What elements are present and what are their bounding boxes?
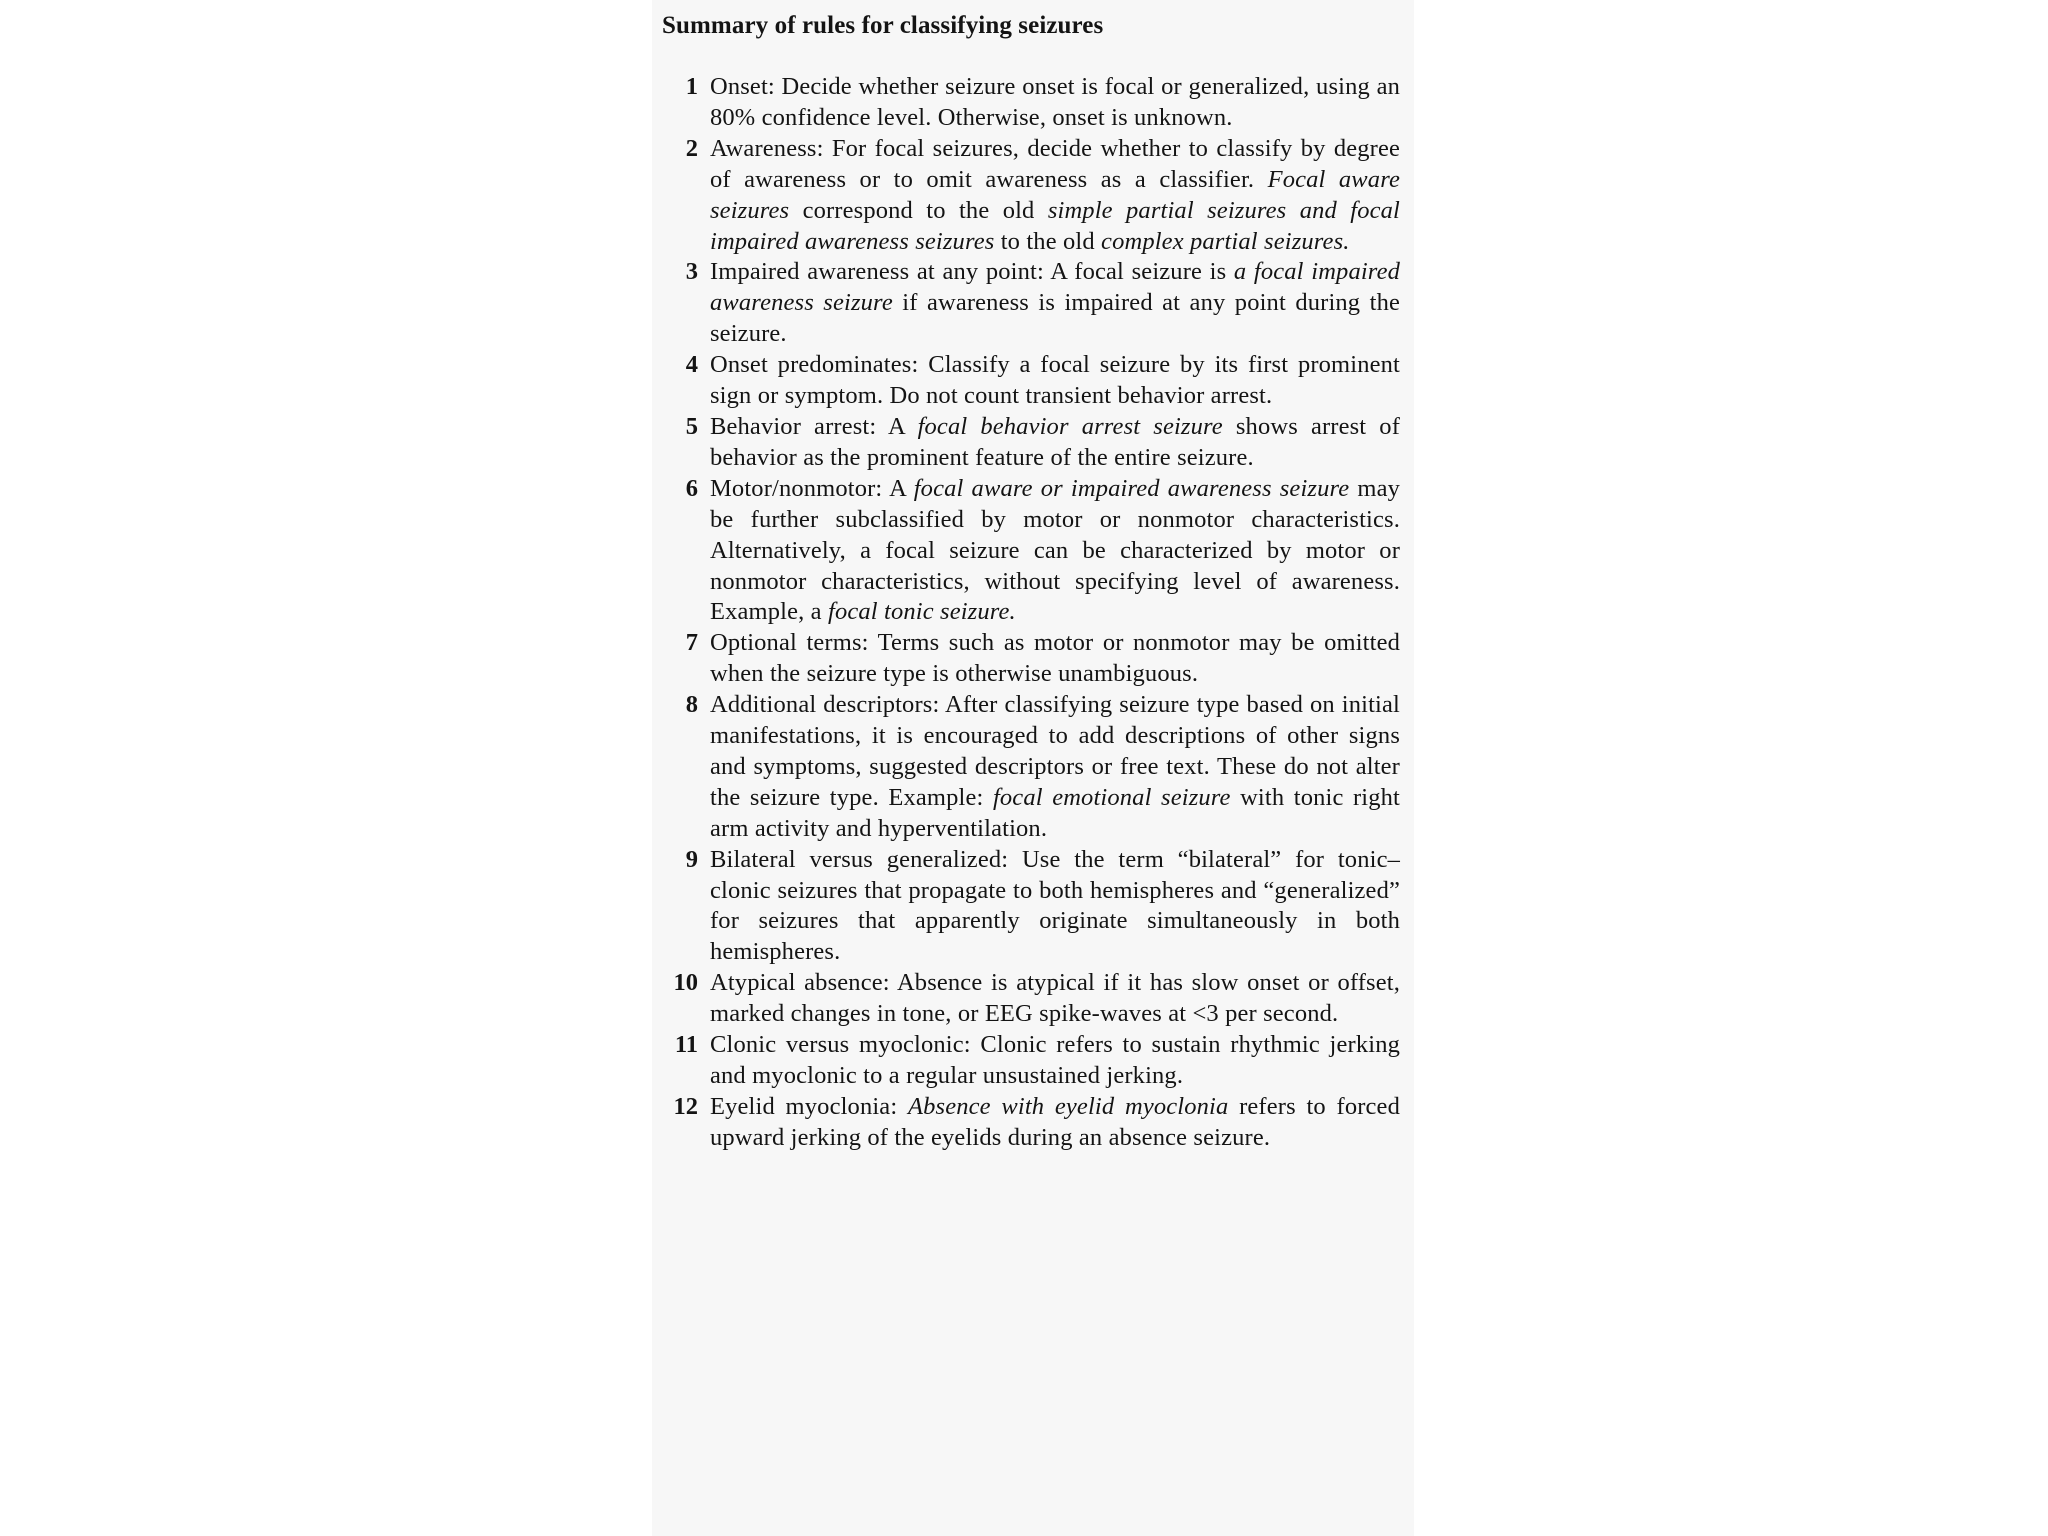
rule-number: 10 — [673, 969, 698, 997]
rule-text — [710, 134, 1400, 258]
rule-item — [662, 412, 1414, 474]
rule-item — [662, 134, 1414, 258]
rule-item — [662, 474, 1414, 629]
rule-text-segment: correspond to the old — [789, 196, 1048, 224]
rule-text — [710, 1092, 1400, 1154]
rule-text — [710, 412, 1400, 474]
rule-number: 9 — [685, 845, 698, 873]
rule-text-segment: to the old — [994, 227, 1102, 255]
rule-text-segment: Motor/nonmotor: A — [710, 474, 914, 502]
rule-text-segment: shows arrest of behavior as the prominent feature of the entire seizure. — [710, 412, 1401, 471]
rules-list — [662, 72, 1414, 1154]
italic-term: focal aware or impaired awareness seizure — [913, 474, 1350, 502]
document-page — [652, 0, 1414, 1536]
italic-term: focal behavior arrest seizure — [917, 412, 1223, 440]
rule-number: 1 — [685, 73, 698, 100]
rule-item — [662, 72, 1414, 134]
rule-item — [662, 690, 1414, 845]
rule-text-segment: may be further subclassified by motor or nonmotor characteristics. Alternatively, a focal seizure can be characterized by motor or nonmotor characteristics, without specifying level of awareness. Example, a — [710, 474, 1401, 626]
rule-number: 8 — [685, 691, 698, 719]
rule-item — [662, 628, 1414, 690]
italic-term: focal emotional seizure — [992, 783, 1231, 811]
rule-number: 11 — [674, 1031, 698, 1059]
rule-text-segment: Behavior arrest: A — [710, 412, 918, 440]
rule-item — [662, 968, 1414, 1030]
document-title: Summary of rules for classifying seizures — [662, 12, 1104, 39]
rule-item — [662, 257, 1414, 350]
rule-text-segment: Eyelid myoclonia: — [710, 1092, 908, 1120]
rule-text-segment: Onset predominates: Classify a focal seizure by its first prominent sign or symptom. Do not count transient behavior arrest. — [710, 351, 1400, 410]
rule-number: 6 — [685, 474, 698, 502]
italic-term: simple partial seizures and focal impaired awareness seizures — [710, 196, 1400, 255]
rule-text — [710, 845, 1400, 969]
rule-text — [710, 257, 1400, 350]
rule-number: 12 — [673, 1092, 698, 1120]
rule-text-segment: Impaired awareness at any point: A focal seizure is — [710, 258, 1234, 286]
rule-text-segment: Additional descriptors: After classifying seizure type based on initial manifestations, it is encouraged to add descriptions of other signs and symptoms, suggested descriptors or free text. These do not alter the seizure type. Example: — [710, 691, 1400, 811]
italic-term: a focal impaired awareness seizure — [710, 258, 1400, 317]
rule-item — [662, 1092, 1414, 1154]
italic-term: complex partial seizures. — [1101, 227, 1350, 255]
rule-item — [662, 350, 1414, 412]
italic-term: focal tonic seizure. — [827, 598, 1016, 626]
rule-number: 5 — [685, 412, 698, 440]
rule-text-segment: Bilateral versus generalized: Use the term “bilateral” for tonic–clonic seizures that propagate to both hemispheres and “generalized” for seizures that apparently originate simultaneously in both hemispheres. — [710, 845, 1400, 966]
rule-text-segment: Optional terms: Terms such as motor or nonmotor may be omitted when the seizure type is otherwise unambiguous. — [710, 629, 1400, 688]
rule-text — [710, 350, 1400, 412]
rule-text-segment: refers to forced upward jerking of the eyelids during an absence seizure. — [710, 1092, 1400, 1151]
rule-item — [662, 845, 1414, 969]
rule-text-segment: Clonic versus myoclonic: Clonic refers to sustain rhythmic jerking and myoclonic to a regular unsustained jerking. — [710, 1031, 1400, 1089]
rule-text — [710, 1030, 1400, 1092]
rule-number: 7 — [685, 629, 698, 657]
rule-item — [662, 1030, 1414, 1092]
rule-text — [710, 968, 1400, 1030]
rule-text-segment: Onset: Decide whether seizure onset is focal or generalized, using an 80% confidence level. Otherwise, onset is unknown. — [710, 73, 1400, 131]
rule-number: 4 — [685, 351, 698, 379]
italic-term: Focal aware seizures — [710, 165, 1400, 224]
rule-text-segment: Atypical absence: Absence is atypical if it has slow onset or offset, marked changes in tone, or EEG spike-waves at <3 per second. — [710, 969, 1400, 1028]
rule-text-segment: if awareness is impaired at any point during the seizure. — [710, 289, 1400, 348]
rule-text — [710, 690, 1400, 845]
rule-text — [710, 474, 1400, 629]
italic-term: Absence with eyelid myoclonia — [908, 1092, 1229, 1120]
rule-text — [710, 72, 1400, 134]
rule-number: 3 — [685, 258, 698, 286]
rule-text-segment: Awareness: For focal seizures, decide whether to classify by degree of awareness or to omit awareness as a classifier. — [710, 134, 1400, 193]
rule-text-segment: with tonic right arm activity and hyperventilation. — [710, 783, 1400, 842]
rule-number: 2 — [685, 134, 698, 162]
rule-text — [710, 628, 1400, 690]
